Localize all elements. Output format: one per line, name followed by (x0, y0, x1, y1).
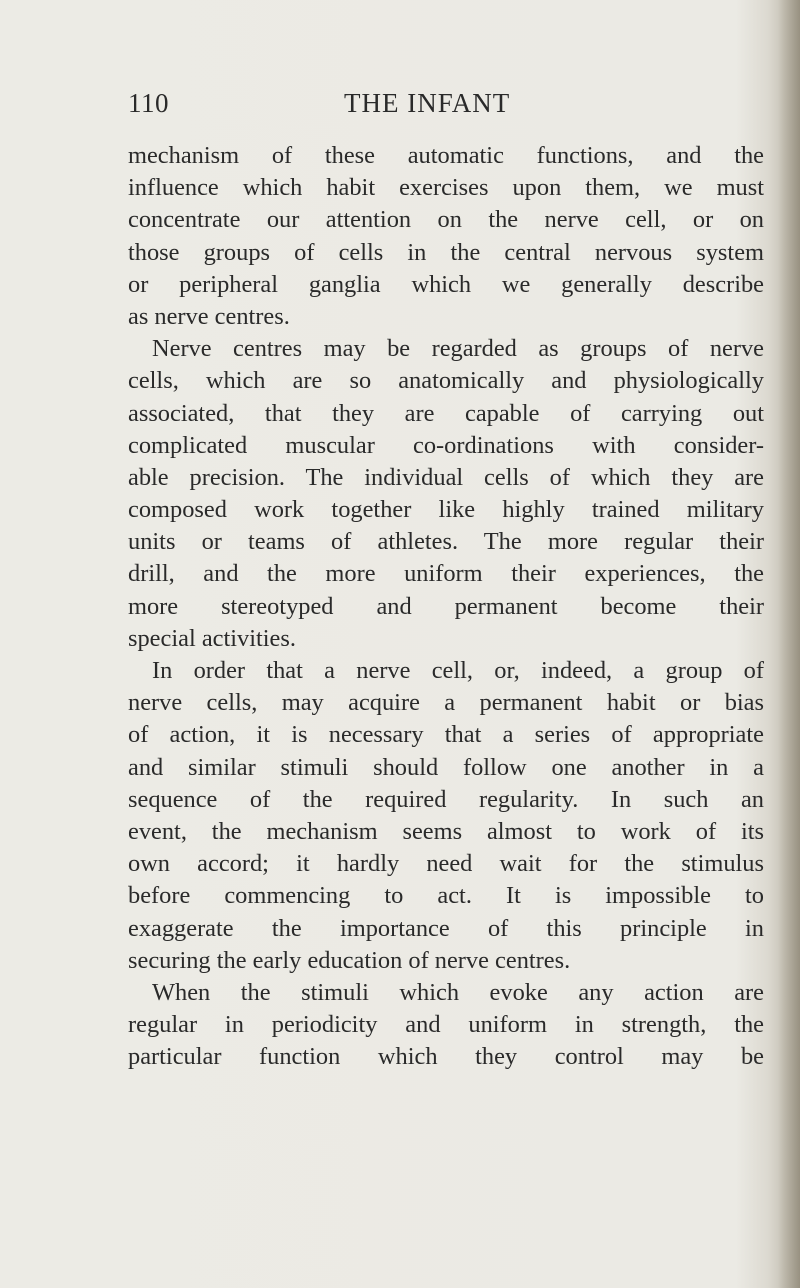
running-title: THE INFANT (344, 88, 511, 118)
text-line: nerve cells, may acquire a permanent habit or bias (128, 689, 764, 717)
page-number: 110 (128, 88, 169, 118)
text-line: own accord; it hardly need wait for the stimulus (128, 850, 764, 878)
text-line: able precision. The individual cells of which they are (128, 463, 764, 491)
text-line: complicated muscular co-ordinations with consider- (128, 431, 764, 459)
text-line: mechanism of these automatic functions, and the (128, 142, 764, 169)
text-line: concentrate our attention on the nerve cell, or on (128, 206, 764, 234)
text-line: particular function which they control may be (128, 1043, 764, 1071)
text-line: securing the early education of nerve centres. (128, 946, 571, 974)
text-line: cells, which are so anatomically and physiologically (128, 367, 764, 395)
text-line: associated, that they are capable of carrying out (128, 399, 764, 427)
text-line: drill, and the more uniform their experiences, the (128, 560, 764, 588)
text-line: or peripheral ganglia which we generally describe (128, 270, 764, 298)
text-line: those groups of cells in the central nervous system (128, 238, 764, 266)
text-line: composed work together like highly trained military (128, 496, 764, 524)
text-line: units or teams of athletes. The more regular their (128, 528, 764, 556)
text-line: event, the mechanism seems almost to work of its (128, 817, 764, 845)
text-line: exaggerate the importance of this principle in (128, 914, 764, 942)
text-line: more stereotyped and permanent become their (128, 592, 764, 620)
text-line: of action, it is necessary that a series of appropriate (128, 721, 764, 749)
text-line: and similar stimuli should follow one another in a (128, 753, 764, 781)
text-line: influence which habit exercises upon them, we must (128, 174, 764, 202)
text-line: before commencing to act. It is impossible to (128, 882, 764, 910)
text-line: special activities. (128, 624, 296, 652)
text-line: as nerve centres. (128, 302, 290, 330)
text-line: In order that a nerve cell, or, indeed, a group of (152, 657, 764, 684)
text-line: When the stimuli which evoke any action are (152, 978, 764, 1006)
text-line: sequence of the required regularity. In such an (128, 785, 764, 813)
body-text (128, 140, 764, 1073)
page-edge-shadow (778, 0, 800, 1288)
text-line: regular in periodicity and uniform in strength, the (128, 1011, 764, 1039)
running-header (128, 82, 764, 126)
text-line: Nerve centres may be regarded as groups of nerve (152, 335, 764, 363)
